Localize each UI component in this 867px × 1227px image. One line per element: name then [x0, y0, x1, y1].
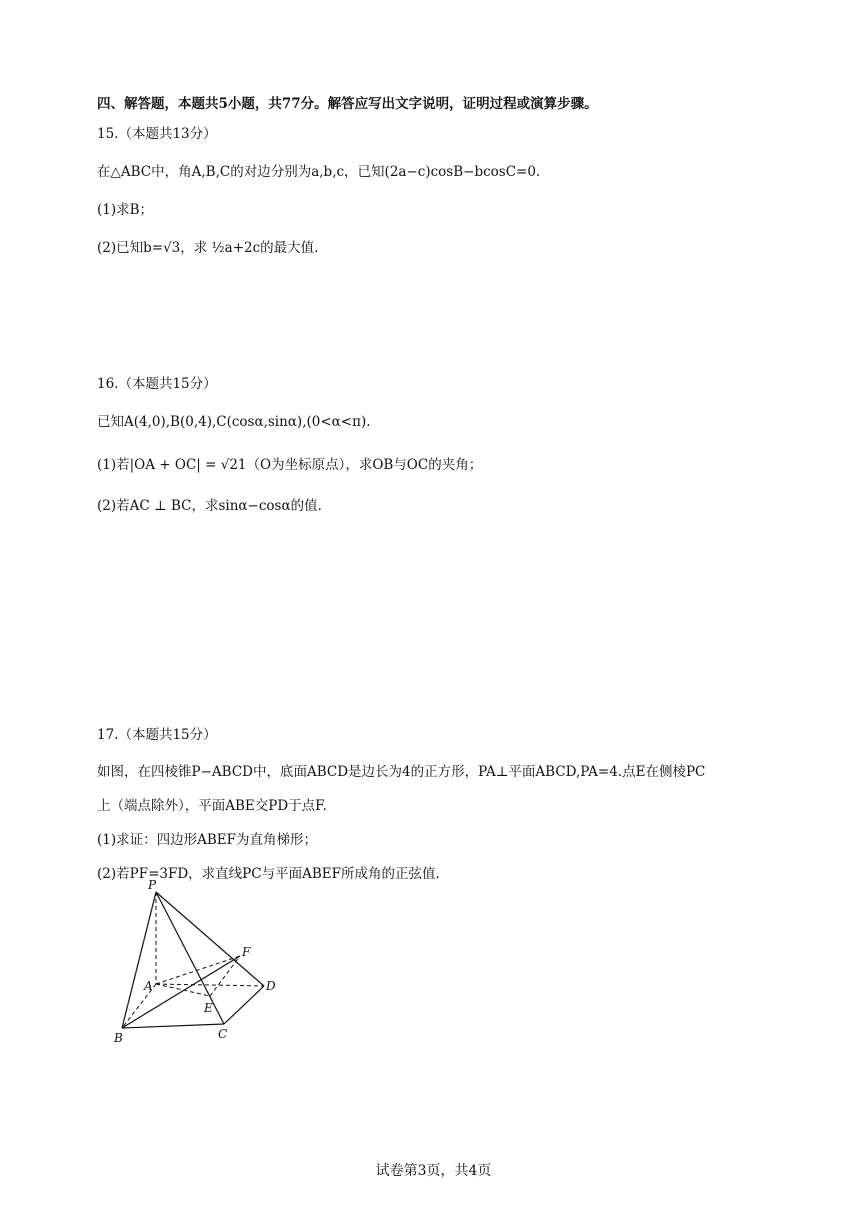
edge-BC — [122, 1024, 224, 1028]
label-D: D — [266, 979, 276, 993]
q16-part2: (2)若AC ⊥ BC，求sinα−cosα的值. — [97, 498, 322, 514]
page-footer: 试卷第3页，共4页 — [375, 1163, 492, 1179]
edge-PC — [156, 892, 224, 1024]
edge-AF — [156, 956, 240, 984]
q17-stem-line2: 上（端点除外），平面ABE交PD于点F. — [97, 798, 327, 814]
q15-part1: (1)求B； — [97, 202, 154, 218]
q17-part1: (1)求证：四边形ABEF为直角梯形； — [97, 832, 318, 848]
edge-EF — [210, 956, 240, 996]
label-C: C — [218, 1027, 228, 1041]
q15-stem: 在△ABC中，角A,B,C的对边分别为a,b,c，已知(2a−c)cosB−bcosC=0. — [97, 164, 541, 180]
edge-AD — [156, 984, 264, 986]
label-E: E — [204, 1001, 213, 1015]
edge-PB — [122, 892, 156, 1028]
q16-part1: (1)若|OA + OC| = √21（O为坐标原点），求OB与OC的夹角； — [97, 457, 483, 473]
q17-heading: 17.（本题共15分） — [97, 727, 217, 743]
label-F: F — [242, 945, 251, 959]
q15-part2: (2)已知b=√3，求 ½a+2c的最大值. — [97, 240, 319, 256]
edge-CD — [224, 986, 264, 1024]
q17-part2: (2)若PF=3FD，求直线PC与平面ABEF所成角的正弦值. — [97, 866, 440, 882]
edge-AE — [156, 984, 210, 996]
q16-stem: 已知A(4,0),B(0,4),C(cosα,sinα),(0<α<π). — [97, 414, 371, 430]
label-B: B — [114, 1031, 123, 1045]
edge-BE-F — [122, 956, 240, 1028]
pyramid-figure — [112, 878, 282, 1048]
label-P: P — [148, 878, 157, 892]
section-header: 四、解答题，本题共5小题，共77分。解答应写出文字说明，证明过程或演算步骤。 — [97, 96, 598, 112]
q15-heading: 15.（本题共13分） — [97, 126, 217, 142]
q16-heading: 16.（本题共15分） — [97, 376, 217, 392]
label-A: A — [144, 979, 153, 993]
edge-PD — [156, 892, 264, 986]
q17-stem-line1: 如图，在四棱锥P−ABCD中，底面ABCD是边长为4的正方形，PA⊥平面ABCD,PA=4.点E在侧棱PC — [97, 764, 706, 780]
